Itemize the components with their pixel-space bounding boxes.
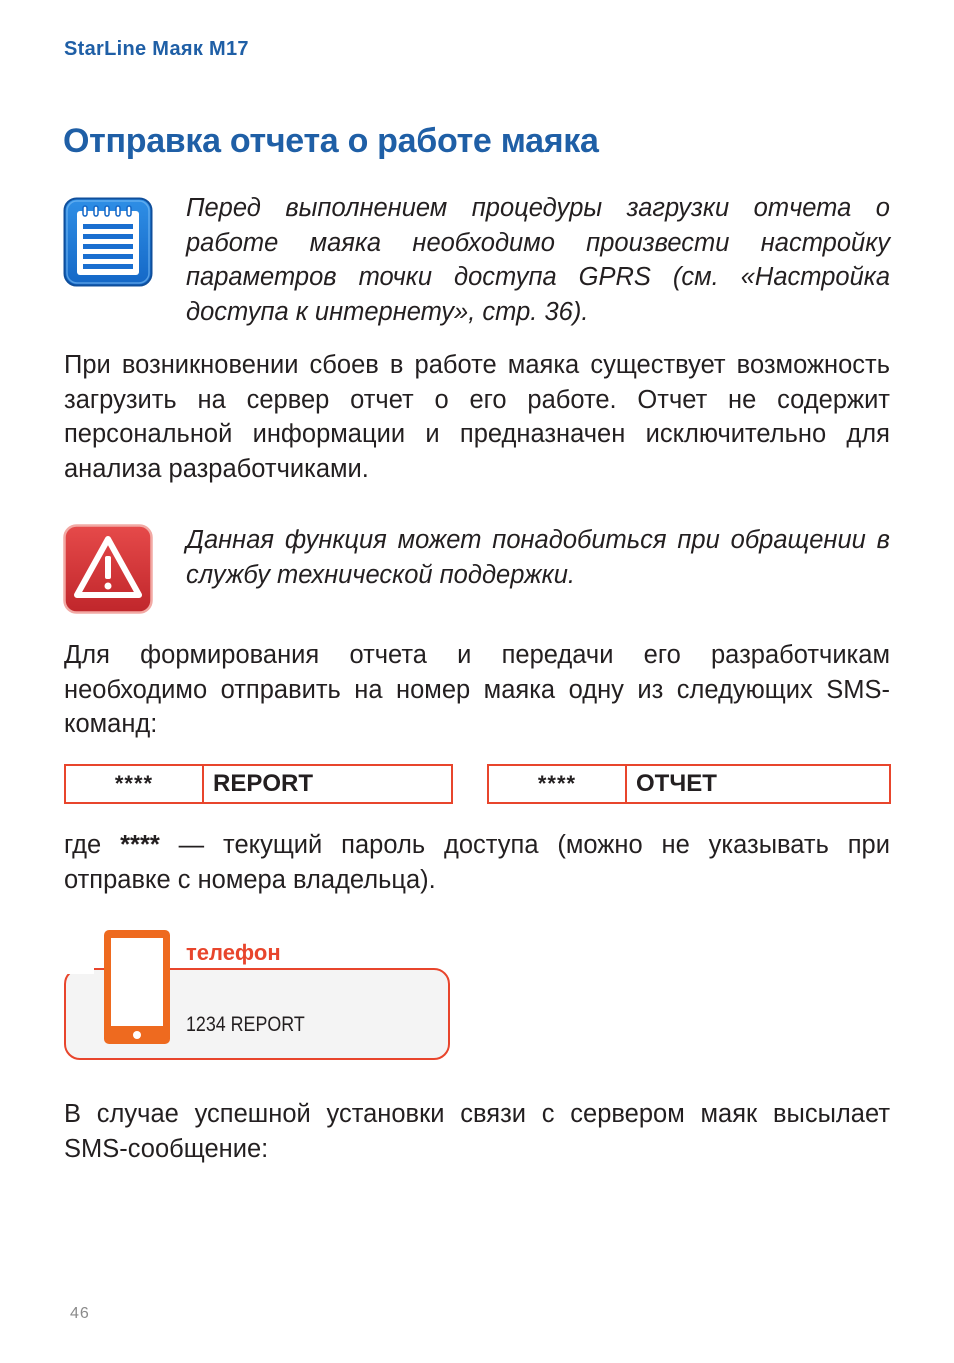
paragraph-password-note (64, 828, 890, 897)
command-table-otchet (487, 764, 891, 804)
paragraph-password-prefix: где (64, 831, 121, 859)
sms-message-text: 1234 REPORT (186, 1013, 305, 1036)
command-password: **** (489, 766, 627, 802)
command-text: REPORT (213, 770, 314, 797)
command-table-report (64, 764, 453, 804)
paragraph-password-rest: — текущий пароль доступа (можно не указывать при отправке с номера владельца). (64, 831, 890, 894)
header-brand: StarLine Маяк M17 (64, 38, 249, 60)
paragraph-password-mask: **** (120, 831, 160, 859)
info-note-text: Перед выполнением процедуры загрузки отчета о работе маяка необходимо произвести настройку параметров точки доступа GPRS (см. «Настройка доступа к интернету», стр. 36). (186, 194, 890, 326)
phone-label: телефон (186, 940, 281, 965)
paragraph-failure-report: При возникновении сбоев в работе маяка существует возможность загрузить на сервер отчет о его работе. Отчет не содержит персональной информации и предназначен исключительно для анализа разработчиками. (64, 351, 890, 483)
warning-note-text: Данная функция может понадобиться при обращении в службу технической поддержки. (186, 526, 890, 589)
command-text: ОТЧЕТ (636, 770, 717, 797)
page-number: 46 (70, 1305, 90, 1322)
notepad-icon (63, 197, 153, 287)
paragraph-send-sms: Для формирования отчета и передачи его разработчикам необходимо отправить на номер маяка одну из следующих SMS-команд: (64, 641, 890, 738)
paragraph-server-response: В случае успешной установки связи с сервером маяк высылает SMS-сообщение: (64, 1100, 890, 1163)
warning-triangle-icon (63, 524, 153, 614)
smartphone-icon (104, 930, 170, 1044)
command-password: **** (66, 766, 204, 802)
page-title: Отправка отчета о работе маяка (63, 122, 599, 160)
